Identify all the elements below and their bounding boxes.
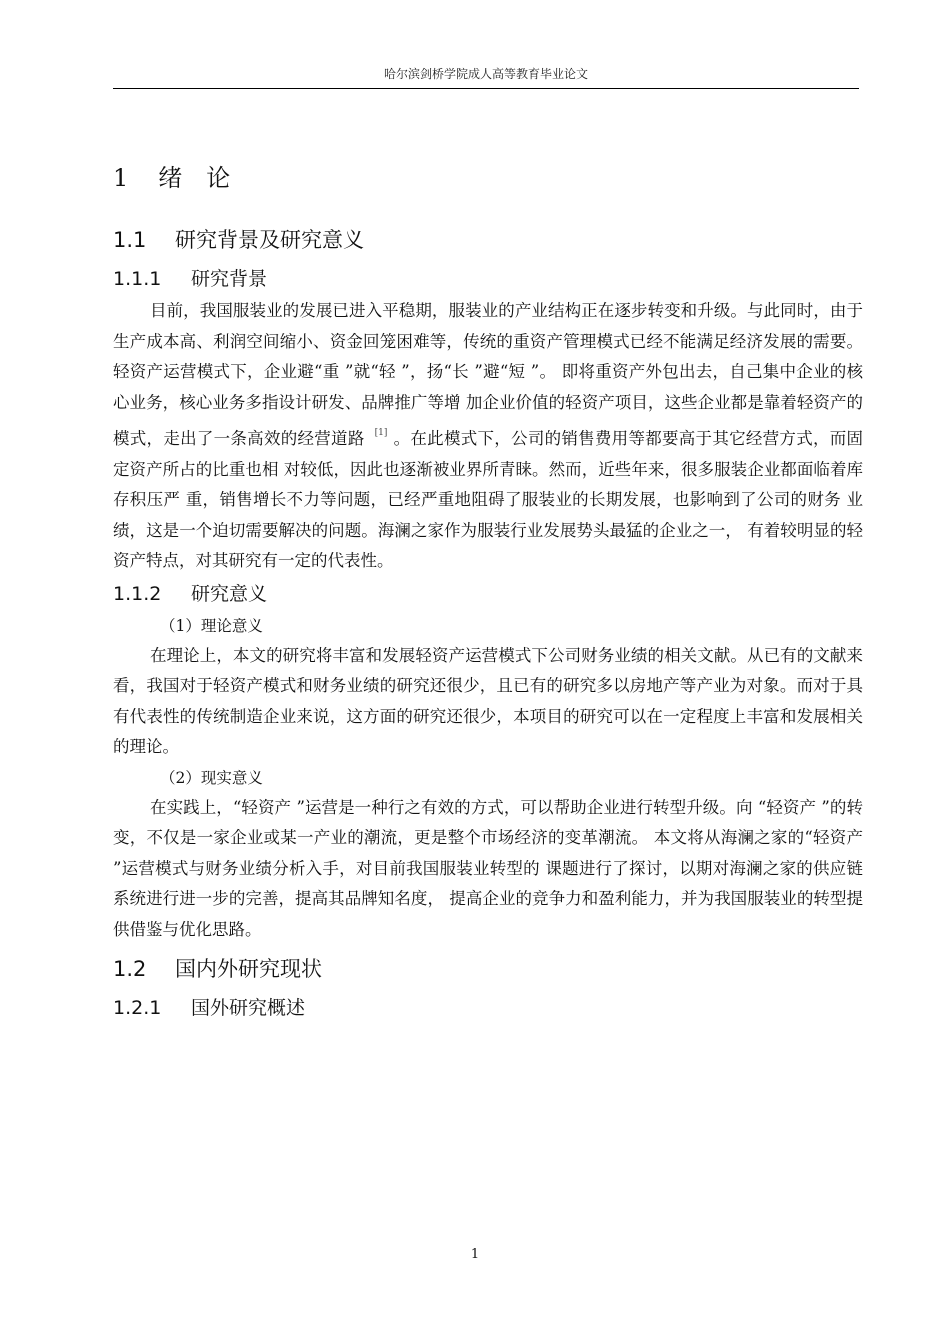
section-title: 研究背景及研究意义: [175, 228, 364, 252]
subsection-number: 1.1.2: [113, 582, 162, 605]
subsection-heading-1-1-1: [113, 262, 863, 296]
subsection-title: 研究意义: [191, 582, 268, 605]
chapter-title-char-1: 绪: [158, 164, 185, 192]
section-title: 国内外研究现状: [175, 957, 322, 981]
section-number: 1.2: [113, 957, 147, 981]
chapter-title-char-2: 论: [206, 164, 233, 192]
background-text-2: 。在此模式下，公司的销售费用等都要高于其它经营方式，而固定资产所占的比重也相 对较低，因此也逐渐被业界所青睐。然而，近些年来，很多服装企业都面临着库存积压严 重，销售增长不力等问题，已经严重地阻碍了服装业的长期发展，也影响到了公司的财务 业绩，这是一个迫切需要解决的问题。海澜之家作为服装行业发展势头最猛的企业之一， 有着较明显的轻资产特点，对其研究有一定的代表性。: [113, 429, 864, 570]
subsection-heading-1-1-2: [113, 577, 863, 611]
practice-label: （2）现实意义: [160, 768, 263, 787]
theory-paragraph: 在理论上，本文的研究将丰富和发展轻资产运营模式下公司财务业绩的相关文献。从已有的文献来看，我国对于轻资产模式和财务业绩的研究还很少，且已有的研究多以房地产等产业为对象。而对于具有代表性的传统制造企业来说，这方面的研究还很少，本项目的研究可以在一定程度上丰富和发展相关的理论。: [113, 645, 863, 756]
page-number: 1: [470, 1247, 480, 1262]
subsection-heading-1-2-1: [113, 991, 863, 1025]
chapter-number: 1: [113, 164, 131, 192]
chapter-heading: [113, 150, 863, 206]
citation-ref: [1]: [374, 428, 388, 438]
section-number: 1.1: [113, 228, 147, 252]
subsection-title: 国外研究概述: [191, 997, 306, 1019]
header-title: 哈尔滨剑桥学院成人高等教育毕业论文: [383, 67, 588, 81]
background-text-1: 目前，我国服装业的发展已进入平稳期，服装业的产业结构正在逐步转变和升级。与此同时，由于生产成本高、利润空间缩小、资金回笼困难等，传统的重资产管理模式已经不能满足经济发展的需要。轻资产运营模式下，企业避“重 ”就“轻 ”，扬“长 ”避“短 ”。 即将重资产外包出去，自己集中企业的核心业务，核心业务多指设计研发、品牌推广等增 加企业价值的轻资产项目，这些企业都是靠着轻资产的模式，走出了一条高效的经营道路: [113, 301, 863, 448]
theory-label: （1）理论意义: [160, 616, 263, 635]
section-heading-1-2: [113, 949, 863, 989]
paper-body: [113, 150, 863, 1025]
background-paragraph: [113, 296, 863, 577]
subsection-title: 研究背景: [191, 268, 268, 290]
practice-paragraph: 在实践上，“轻资产 ”运营是一种行之有效的方式，可以帮助企业进行转型升级。向 “轻资产 ”的转变，不仅是一家企业或某一产业的潮流，更是整个市场经济的变革潮流。 本文将从海澜之家的“轻资产 ”运营模式与财务业绩分析入手，对目前我国服装业转型的 课题进行了探讨，以期对海澜之家的供应链系统进行进一步的完善，提高其品牌知名度， 提高企业的竞争力和盈利能力，并为我国服装业的转型提供借鉴与优化思路。: [113, 797, 863, 939]
subsection-number: 1.2.1: [113, 997, 162, 1019]
running-header: [113, 66, 859, 89]
section-heading-1-1: [113, 220, 863, 260]
subsection-number: 1.1.1: [113, 268, 162, 290]
